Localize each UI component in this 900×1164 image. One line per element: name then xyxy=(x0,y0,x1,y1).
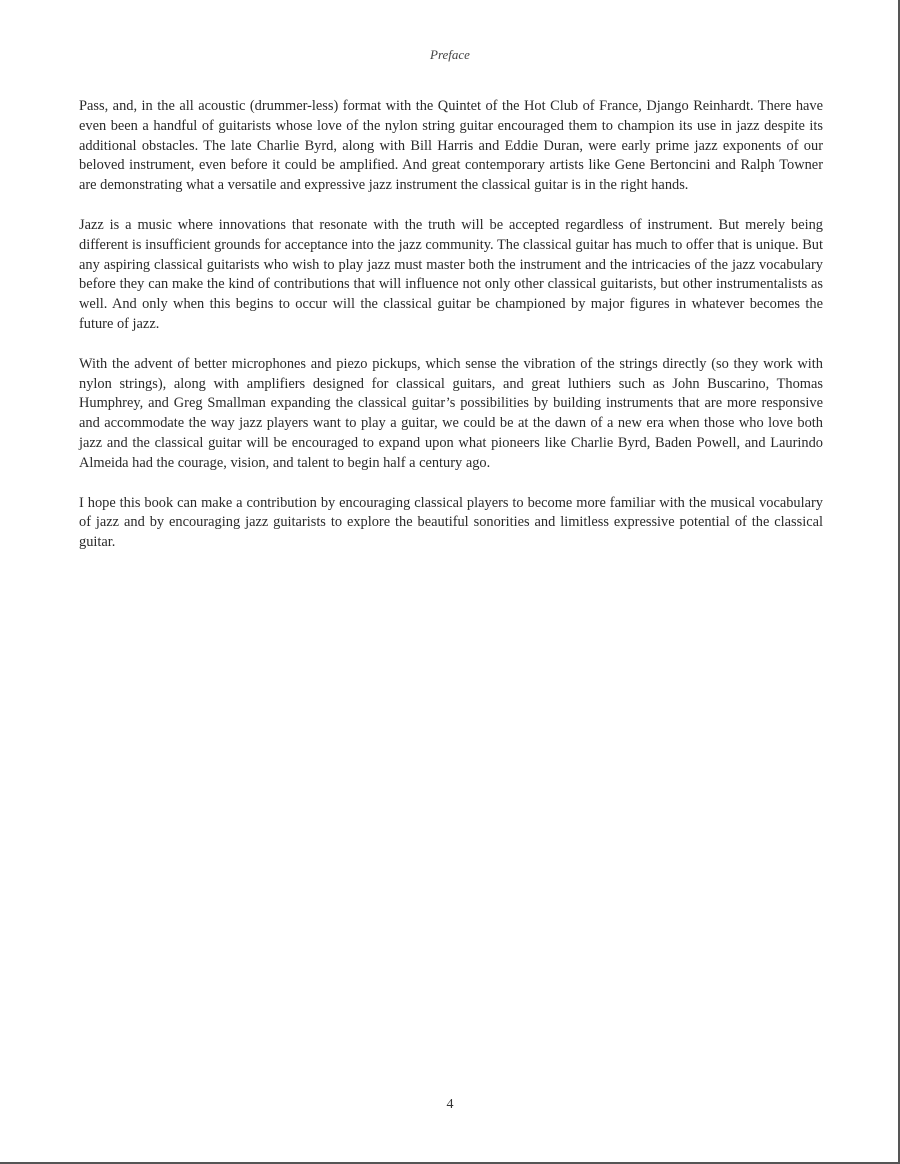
page-number: 4 xyxy=(446,1097,454,1112)
paragraph-2: Jazz is a music where innovations that resonate with the truth will be accepted regardless of instrument. But merely being different is insufficient grounds for acceptance into the jazz community. The classical guitar has much to offer that is unique. But any aspiring classical guitarists who wish to play jazz must master both the instrument and the intricacies of the jazz vocabulary before they can make the kind of contributions that will influence not only other classical guitarists, but other instrumentalists as well. And only when this begins to occur will the classical guitar be championed by major figures in whatever becomes the future of jazz. xyxy=(79,216,823,332)
paragraph-4: I hope this book can make a contribution by encouraging classical players to become more familiar with the musical vocabulary of jazz and by encouraging jazz guitarists to explore the beautiful sonorities and limitless expressive potential of the classical guitar. xyxy=(79,494,823,551)
paragraph-1: Pass, and, in the all acoustic (drummer-less) format with the Quintet of the Hot Club of France, Django Reinhardt. There have even been a handful of guitarists whose love of the nylon string guitar encouraged them to champion its use in jazz despite its additional obstacles. The late Charlie Byrd, along with Bill Harris and Eddie Duran, were early prime jazz exponents of our beloved instrument, even before it could be amplified. And great contemporary artists like Gene Bertoncini and Ralph Towner are demonstrating what a versatile and expressive jazz instrument the classical guitar is in the right hands. xyxy=(79,98,823,194)
paragraph-3: With the advent of better microphones and piezo pickups, which sense the vibration of the strings directly (so they work with nylon strings), along with amplifiers designed for classical guitars, and great luthiers such as John Buscarino, Thomas Humphrey, and Greg Smallman expanding the classical guitar’s possibilities by building instruments that are more responsive and accommodate the way jazz players want to play a guitar, we could be at the dawn of a new era when those who love both jazz and the classical guitar will be encouraged to expand upon what pioneers like Charlie Byrd, Baden Powell, and Laurindo Almeida had the courage, vision, and talent to begin half a century ago. xyxy=(79,355,823,471)
body-text xyxy=(79,97,823,573)
running-header: Preface xyxy=(430,47,470,62)
